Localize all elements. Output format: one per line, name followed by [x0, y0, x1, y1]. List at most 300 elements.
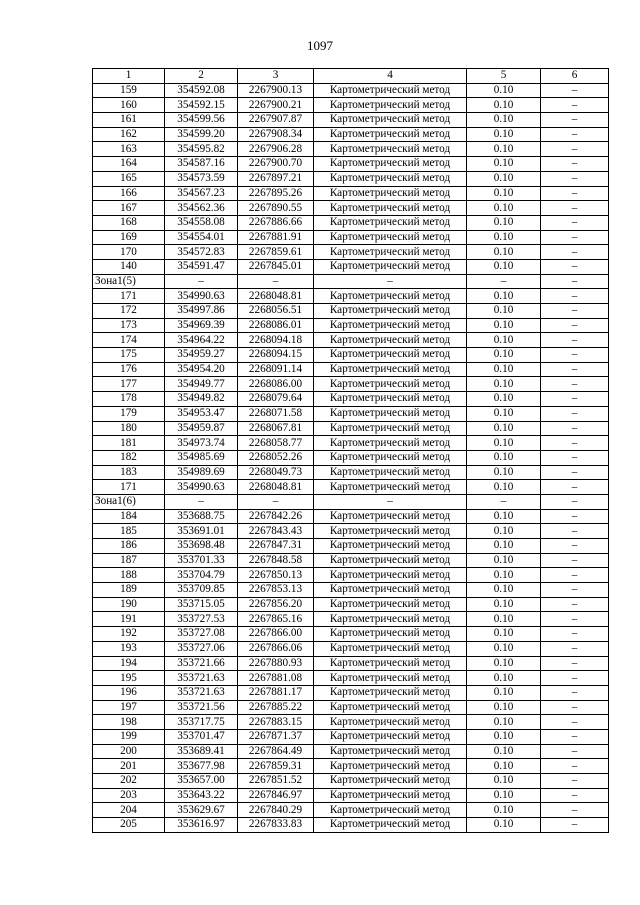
table-cell: Картометрический метод — [314, 612, 467, 627]
table-cell: Картометрический метод — [314, 186, 467, 201]
table-cell: 205 — [93, 818, 165, 833]
table-cell: 2267871.37 — [238, 729, 314, 744]
table-cell: 171 — [93, 480, 165, 495]
table-cell: 2268048.81 — [238, 480, 314, 495]
table-cell: Картометрический метод — [314, 509, 467, 524]
table-cell: 354969.39 — [165, 318, 238, 333]
table-cell: – — [541, 744, 609, 759]
table-cell: Картометрический метод — [314, 641, 467, 656]
table-cell: 0.10 — [467, 744, 541, 759]
table-cell: 171 — [93, 289, 165, 304]
table-cell: – — [541, 729, 609, 744]
table-cell: Картометрический метод — [314, 583, 467, 598]
table-cell: 2267851.52 — [238, 774, 314, 789]
table-cell: Картометрический метод — [314, 627, 467, 642]
table-cell: 174 — [93, 333, 165, 348]
table-cell: 0.10 — [467, 201, 541, 216]
table-row — [93, 494, 609, 509]
table-body — [93, 83, 609, 832]
table-cell: 2267848.58 — [238, 553, 314, 568]
table-cell: Картометрический метод — [314, 333, 467, 348]
table-cell: – — [541, 186, 609, 201]
table-row — [93, 304, 609, 319]
table-cell: 2267881.17 — [238, 685, 314, 700]
table-cell: 0.10 — [467, 803, 541, 818]
table-cell: 2268094.15 — [238, 348, 314, 363]
coordinates-table — [92, 68, 609, 833]
table-cell: – — [541, 450, 609, 465]
table-row — [93, 289, 609, 304]
table-cell: Картометрический метод — [314, 671, 467, 686]
table-cell: – — [541, 157, 609, 172]
column-header: 5 — [467, 69, 541, 84]
table-row — [93, 524, 609, 539]
table-cell: – — [541, 553, 609, 568]
table-row — [93, 480, 609, 495]
table-cell: 354990.63 — [165, 480, 238, 495]
table-cell: Картометрический метод — [314, 113, 467, 128]
table-cell: – — [541, 274, 609, 289]
table-row — [93, 818, 609, 833]
table-cell: 0.10 — [467, 318, 541, 333]
table-cell: 2268049.73 — [238, 465, 314, 480]
table-cell: 2267900.21 — [238, 98, 314, 113]
table-cell: Зона1(6) — [93, 494, 165, 509]
table-cell: 185 — [93, 524, 165, 539]
table-cell: 2267833.83 — [238, 818, 314, 833]
table-cell: 353721.66 — [165, 656, 238, 671]
table-cell: 353701.33 — [165, 553, 238, 568]
table-cell: 0.10 — [467, 700, 541, 715]
table-cell: 0.10 — [467, 230, 541, 245]
table-cell: – — [541, 494, 609, 509]
table-row — [93, 729, 609, 744]
table-cell: 203 — [93, 788, 165, 803]
table-cell: 0.10 — [467, 450, 541, 465]
table-cell: 0.10 — [467, 142, 541, 157]
table-cell: 180 — [93, 421, 165, 436]
table-cell: 354562.36 — [165, 201, 238, 216]
table-cell: 354599.56 — [165, 113, 238, 128]
table-cell: 353629.67 — [165, 803, 238, 818]
table-cell: 0.10 — [467, 465, 541, 480]
table-cell: 0.10 — [467, 83, 541, 98]
table-cell: – — [541, 230, 609, 245]
table-cell: 0.10 — [467, 127, 541, 142]
table-row — [93, 259, 609, 274]
table-cell: Картометрический метод — [314, 715, 467, 730]
table-cell: – — [314, 494, 467, 509]
table-row — [93, 406, 609, 421]
table-row — [93, 127, 609, 142]
table-cell: 0.10 — [467, 715, 541, 730]
table-cell: Картометрический метод — [314, 171, 467, 186]
table-row — [93, 171, 609, 186]
table-cell: 354973.74 — [165, 436, 238, 451]
table-cell: Картометрический метод — [314, 759, 467, 774]
table-cell: 184 — [93, 509, 165, 524]
table-cell: Картометрический метод — [314, 539, 467, 554]
table-cell: 183 — [93, 465, 165, 480]
table-cell: 159 — [93, 83, 165, 98]
table-cell: 2268079.64 — [238, 392, 314, 407]
table-cell: Картометрический метод — [314, 656, 467, 671]
table-row — [93, 671, 609, 686]
table-cell: Картометрический метод — [314, 259, 467, 274]
table-cell: Картометрический метод — [314, 744, 467, 759]
table-cell: – — [541, 127, 609, 142]
table-cell: 354599.20 — [165, 127, 238, 142]
table-cell: 354959.87 — [165, 421, 238, 436]
table-cell: 2267843.43 — [238, 524, 314, 539]
table-cell: – — [541, 818, 609, 833]
table-cell: 193 — [93, 641, 165, 656]
table-cell: Картометрический метод — [314, 818, 467, 833]
table-cell: 2267856.20 — [238, 597, 314, 612]
table-cell: 140 — [93, 259, 165, 274]
table-row — [93, 788, 609, 803]
table-row — [93, 539, 609, 554]
table-cell: – — [541, 83, 609, 98]
table-cell: 2267866.00 — [238, 627, 314, 642]
table-cell: – — [541, 215, 609, 230]
table-cell: 353701.47 — [165, 729, 238, 744]
table-cell: 2267897.21 — [238, 171, 314, 186]
table-row — [93, 113, 609, 128]
table-cell: 0.10 — [467, 480, 541, 495]
table-cell: Картометрический метод — [314, 304, 467, 319]
table-cell: – — [541, 803, 609, 818]
table-cell: – — [541, 98, 609, 113]
table-cell: Картометрический метод — [314, 465, 467, 480]
table-cell: 354595.82 — [165, 142, 238, 157]
table-cell: Картометрический метод — [314, 127, 467, 142]
table-cell: – — [238, 494, 314, 509]
table-cell: 166 — [93, 186, 165, 201]
table-cell: – — [541, 788, 609, 803]
table-cell: – — [541, 289, 609, 304]
table-row — [93, 715, 609, 730]
table-cell: 196 — [93, 685, 165, 700]
table-cell: 2267859.61 — [238, 245, 314, 260]
table-cell: 353689.41 — [165, 744, 238, 759]
table-cell: – — [541, 436, 609, 451]
table-cell: 173 — [93, 318, 165, 333]
column-header: 6 — [541, 69, 609, 84]
table-cell: 0.10 — [467, 259, 541, 274]
table-cell: – — [541, 539, 609, 554]
table-row — [93, 553, 609, 568]
table-cell: – — [541, 480, 609, 495]
table-row — [93, 318, 609, 333]
column-header: 1 — [93, 69, 165, 84]
table-cell: Картометрический метод — [314, 318, 467, 333]
table-cell: 353677.98 — [165, 759, 238, 774]
table-cell: Картометрический метод — [314, 700, 467, 715]
table-cell: 189 — [93, 583, 165, 598]
table-cell: 0.10 — [467, 583, 541, 598]
table-cell: 0.10 — [467, 377, 541, 392]
table-cell: Картометрический метод — [314, 245, 467, 260]
table-row — [93, 612, 609, 627]
table-cell: 162 — [93, 127, 165, 142]
table-cell: 2267907.87 — [238, 113, 314, 128]
table-cell: 0.10 — [467, 685, 541, 700]
table-cell: – — [541, 392, 609, 407]
table-cell: – — [541, 333, 609, 348]
table-cell: Картометрический метод — [314, 348, 467, 363]
table-row — [93, 274, 609, 289]
table-row — [93, 245, 609, 260]
table-cell: – — [541, 362, 609, 377]
table-cell: 354949.77 — [165, 377, 238, 392]
table-cell: Картометрический метод — [314, 553, 467, 568]
table-row — [93, 230, 609, 245]
table-cell: Картометрический метод — [314, 142, 467, 157]
table-cell: 353721.56 — [165, 700, 238, 715]
table-cell: 161 — [93, 113, 165, 128]
table-cell: 2267906.28 — [238, 142, 314, 157]
table-cell: 354953.47 — [165, 406, 238, 421]
table-cell: 353616.97 — [165, 818, 238, 833]
table-cell: 187 — [93, 553, 165, 568]
table-cell: 0.10 — [467, 597, 541, 612]
table-cell: 2267880.93 — [238, 656, 314, 671]
table-row — [93, 744, 609, 759]
table-cell: – — [541, 627, 609, 642]
table-cell: 354964.22 — [165, 333, 238, 348]
table-cell: – — [238, 274, 314, 289]
table-cell: 176 — [93, 362, 165, 377]
table-cell: Картометрический метод — [314, 685, 467, 700]
table-row — [93, 583, 609, 598]
table-row — [93, 157, 609, 172]
table-cell: 354592.15 — [165, 98, 238, 113]
table-cell: – — [541, 171, 609, 186]
table-cell: 354554.01 — [165, 230, 238, 245]
table-cell: 0.10 — [467, 421, 541, 436]
table-cell: 168 — [93, 215, 165, 230]
table-cell: 2267890.55 — [238, 201, 314, 216]
table-cell: 0.10 — [467, 509, 541, 524]
table-cell: Картометрический метод — [314, 450, 467, 465]
table-cell: 2267859.31 — [238, 759, 314, 774]
table-row — [93, 186, 609, 201]
table-cell: 0.10 — [467, 333, 541, 348]
table-cell: 2267847.31 — [238, 539, 314, 554]
column-header: 2 — [165, 69, 238, 84]
table-cell: Картометрический метод — [314, 230, 467, 245]
table-cell: 353704.79 — [165, 568, 238, 583]
table-row — [93, 803, 609, 818]
table-cell: 353717.75 — [165, 715, 238, 730]
table-cell: – — [541, 509, 609, 524]
table-cell: 0.10 — [467, 157, 541, 172]
table-cell: – — [541, 377, 609, 392]
table-cell: 2267850.13 — [238, 568, 314, 583]
table-cell: 2268067.81 — [238, 421, 314, 436]
table-cell: 354997.86 — [165, 304, 238, 319]
table-cell: 354949.82 — [165, 392, 238, 407]
table-row — [93, 450, 609, 465]
table-cell: Картометрический метод — [314, 421, 467, 436]
table-row — [93, 83, 609, 98]
table-row — [93, 348, 609, 363]
table-cell: 2267900.13 — [238, 83, 314, 98]
table-cell: 0.10 — [467, 774, 541, 789]
table-cell: Картометрический метод — [314, 524, 467, 539]
table-cell: 354990.63 — [165, 289, 238, 304]
table-cell: 2268058.77 — [238, 436, 314, 451]
table-cell: 0.10 — [467, 98, 541, 113]
table-cell: 0.10 — [467, 392, 541, 407]
table-row — [93, 421, 609, 436]
table-cell: – — [541, 700, 609, 715]
table-cell: – — [541, 113, 609, 128]
table-row — [93, 377, 609, 392]
table-cell: 353721.63 — [165, 671, 238, 686]
table-cell: 194 — [93, 656, 165, 671]
table-cell: 2267895.26 — [238, 186, 314, 201]
table-cell: 0.10 — [467, 671, 541, 686]
table-cell: – — [165, 274, 238, 289]
table-cell: – — [467, 274, 541, 289]
table-row — [93, 627, 609, 642]
table-cell: – — [541, 245, 609, 260]
table-cell: 354989.69 — [165, 465, 238, 480]
table-cell: – — [541, 465, 609, 480]
table-cell: 354587.16 — [165, 157, 238, 172]
table-cell: 0.10 — [467, 656, 541, 671]
table-cell: 0.10 — [467, 171, 541, 186]
table-cell: 354954.20 — [165, 362, 238, 377]
table-cell: – — [541, 774, 609, 789]
table-cell: 353709.85 — [165, 583, 238, 598]
table-cell: Картометрический метод — [314, 788, 467, 803]
table-cell: 0.10 — [467, 113, 541, 128]
table-cell: 354572.83 — [165, 245, 238, 260]
table-row — [93, 568, 609, 583]
table-cell: 160 — [93, 98, 165, 113]
table-cell: 181 — [93, 436, 165, 451]
table-cell: Картометрический метод — [314, 436, 467, 451]
table-cell: – — [541, 406, 609, 421]
table-cell: Картометрический метод — [314, 83, 467, 98]
table-cell: 169 — [93, 230, 165, 245]
table-cell: Картометрический метод — [314, 729, 467, 744]
table-cell: 0.10 — [467, 818, 541, 833]
table-cell: 172 — [93, 304, 165, 319]
table-cell: – — [541, 304, 609, 319]
table-cell: 353721.63 — [165, 685, 238, 700]
table-row — [93, 774, 609, 789]
table-cell: 2268094.18 — [238, 333, 314, 348]
table-cell: Зона1(5) — [93, 274, 165, 289]
table-cell: Картометрический метод — [314, 774, 467, 789]
table-cell: 202 — [93, 774, 165, 789]
table-row — [93, 98, 609, 113]
table-cell: Картометрический метод — [314, 201, 467, 216]
table-row — [93, 641, 609, 656]
table-row — [93, 436, 609, 451]
table-cell: 2268086.01 — [238, 318, 314, 333]
table-cell: 191 — [93, 612, 165, 627]
table-cell: 353715.05 — [165, 597, 238, 612]
table-cell: Картометрический метод — [314, 480, 467, 495]
column-header: 4 — [314, 69, 467, 84]
table-cell: – — [541, 685, 609, 700]
table-row — [93, 700, 609, 715]
table-cell: 164 — [93, 157, 165, 172]
table-cell: 0.10 — [467, 788, 541, 803]
table-cell: 165 — [93, 171, 165, 186]
table-cell: 2267883.15 — [238, 715, 314, 730]
table-cell: 353691.01 — [165, 524, 238, 539]
table-cell: – — [541, 524, 609, 539]
table-header-row — [93, 69, 609, 84]
table-cell: Картометрический метод — [314, 362, 467, 377]
table-cell: 354985.69 — [165, 450, 238, 465]
table-cell: – — [541, 583, 609, 598]
table-cell: 0.10 — [467, 539, 541, 554]
page-number: 1097 — [307, 38, 333, 53]
table-cell: 0.10 — [467, 568, 541, 583]
table-cell: 0.10 — [467, 215, 541, 230]
table-row — [93, 465, 609, 480]
table-cell: 0.10 — [467, 362, 541, 377]
table-cell: 0.10 — [467, 436, 541, 451]
table-cell: 0.10 — [467, 524, 541, 539]
table-cell: Картометрический метод — [314, 215, 467, 230]
table-cell: 2267885.22 — [238, 700, 314, 715]
table-cell: 354591.47 — [165, 259, 238, 274]
table-cell: 354959.27 — [165, 348, 238, 363]
table-cell: 175 — [93, 348, 165, 363]
table-cell: 353698.48 — [165, 539, 238, 554]
table-cell: – — [541, 201, 609, 216]
table-cell: 2268091.14 — [238, 362, 314, 377]
table-cell: 353727.53 — [165, 612, 238, 627]
table-cell: 2267853.13 — [238, 583, 314, 598]
table-cell: 2267881.91 — [238, 230, 314, 245]
table-cell: – — [314, 274, 467, 289]
table-cell: 0.10 — [467, 245, 541, 260]
table-cell: 354558.08 — [165, 215, 238, 230]
table-cell: – — [541, 259, 609, 274]
table-cell: 0.10 — [467, 729, 541, 744]
table-row — [93, 201, 609, 216]
table-cell: 2267846.97 — [238, 788, 314, 803]
table-cell: 192 — [93, 627, 165, 642]
table-cell: Картометрический метод — [314, 803, 467, 818]
table-cell: 197 — [93, 700, 165, 715]
table-cell: 2268048.81 — [238, 289, 314, 304]
table-cell: 2267845.01 — [238, 259, 314, 274]
table-cell: 353688.75 — [165, 509, 238, 524]
table-row — [93, 597, 609, 612]
table-cell: 2267866.06 — [238, 641, 314, 656]
table-cell: – — [541, 715, 609, 730]
table-cell: 2267886.66 — [238, 215, 314, 230]
table-cell: 0.10 — [467, 304, 541, 319]
table-row — [93, 362, 609, 377]
table-cell: – — [467, 494, 541, 509]
table-cell: 353657.00 — [165, 774, 238, 789]
table-cell: – — [541, 759, 609, 774]
table-cell: – — [541, 641, 609, 656]
table-cell: 0.10 — [467, 289, 541, 304]
table-cell: 2267865.16 — [238, 612, 314, 627]
